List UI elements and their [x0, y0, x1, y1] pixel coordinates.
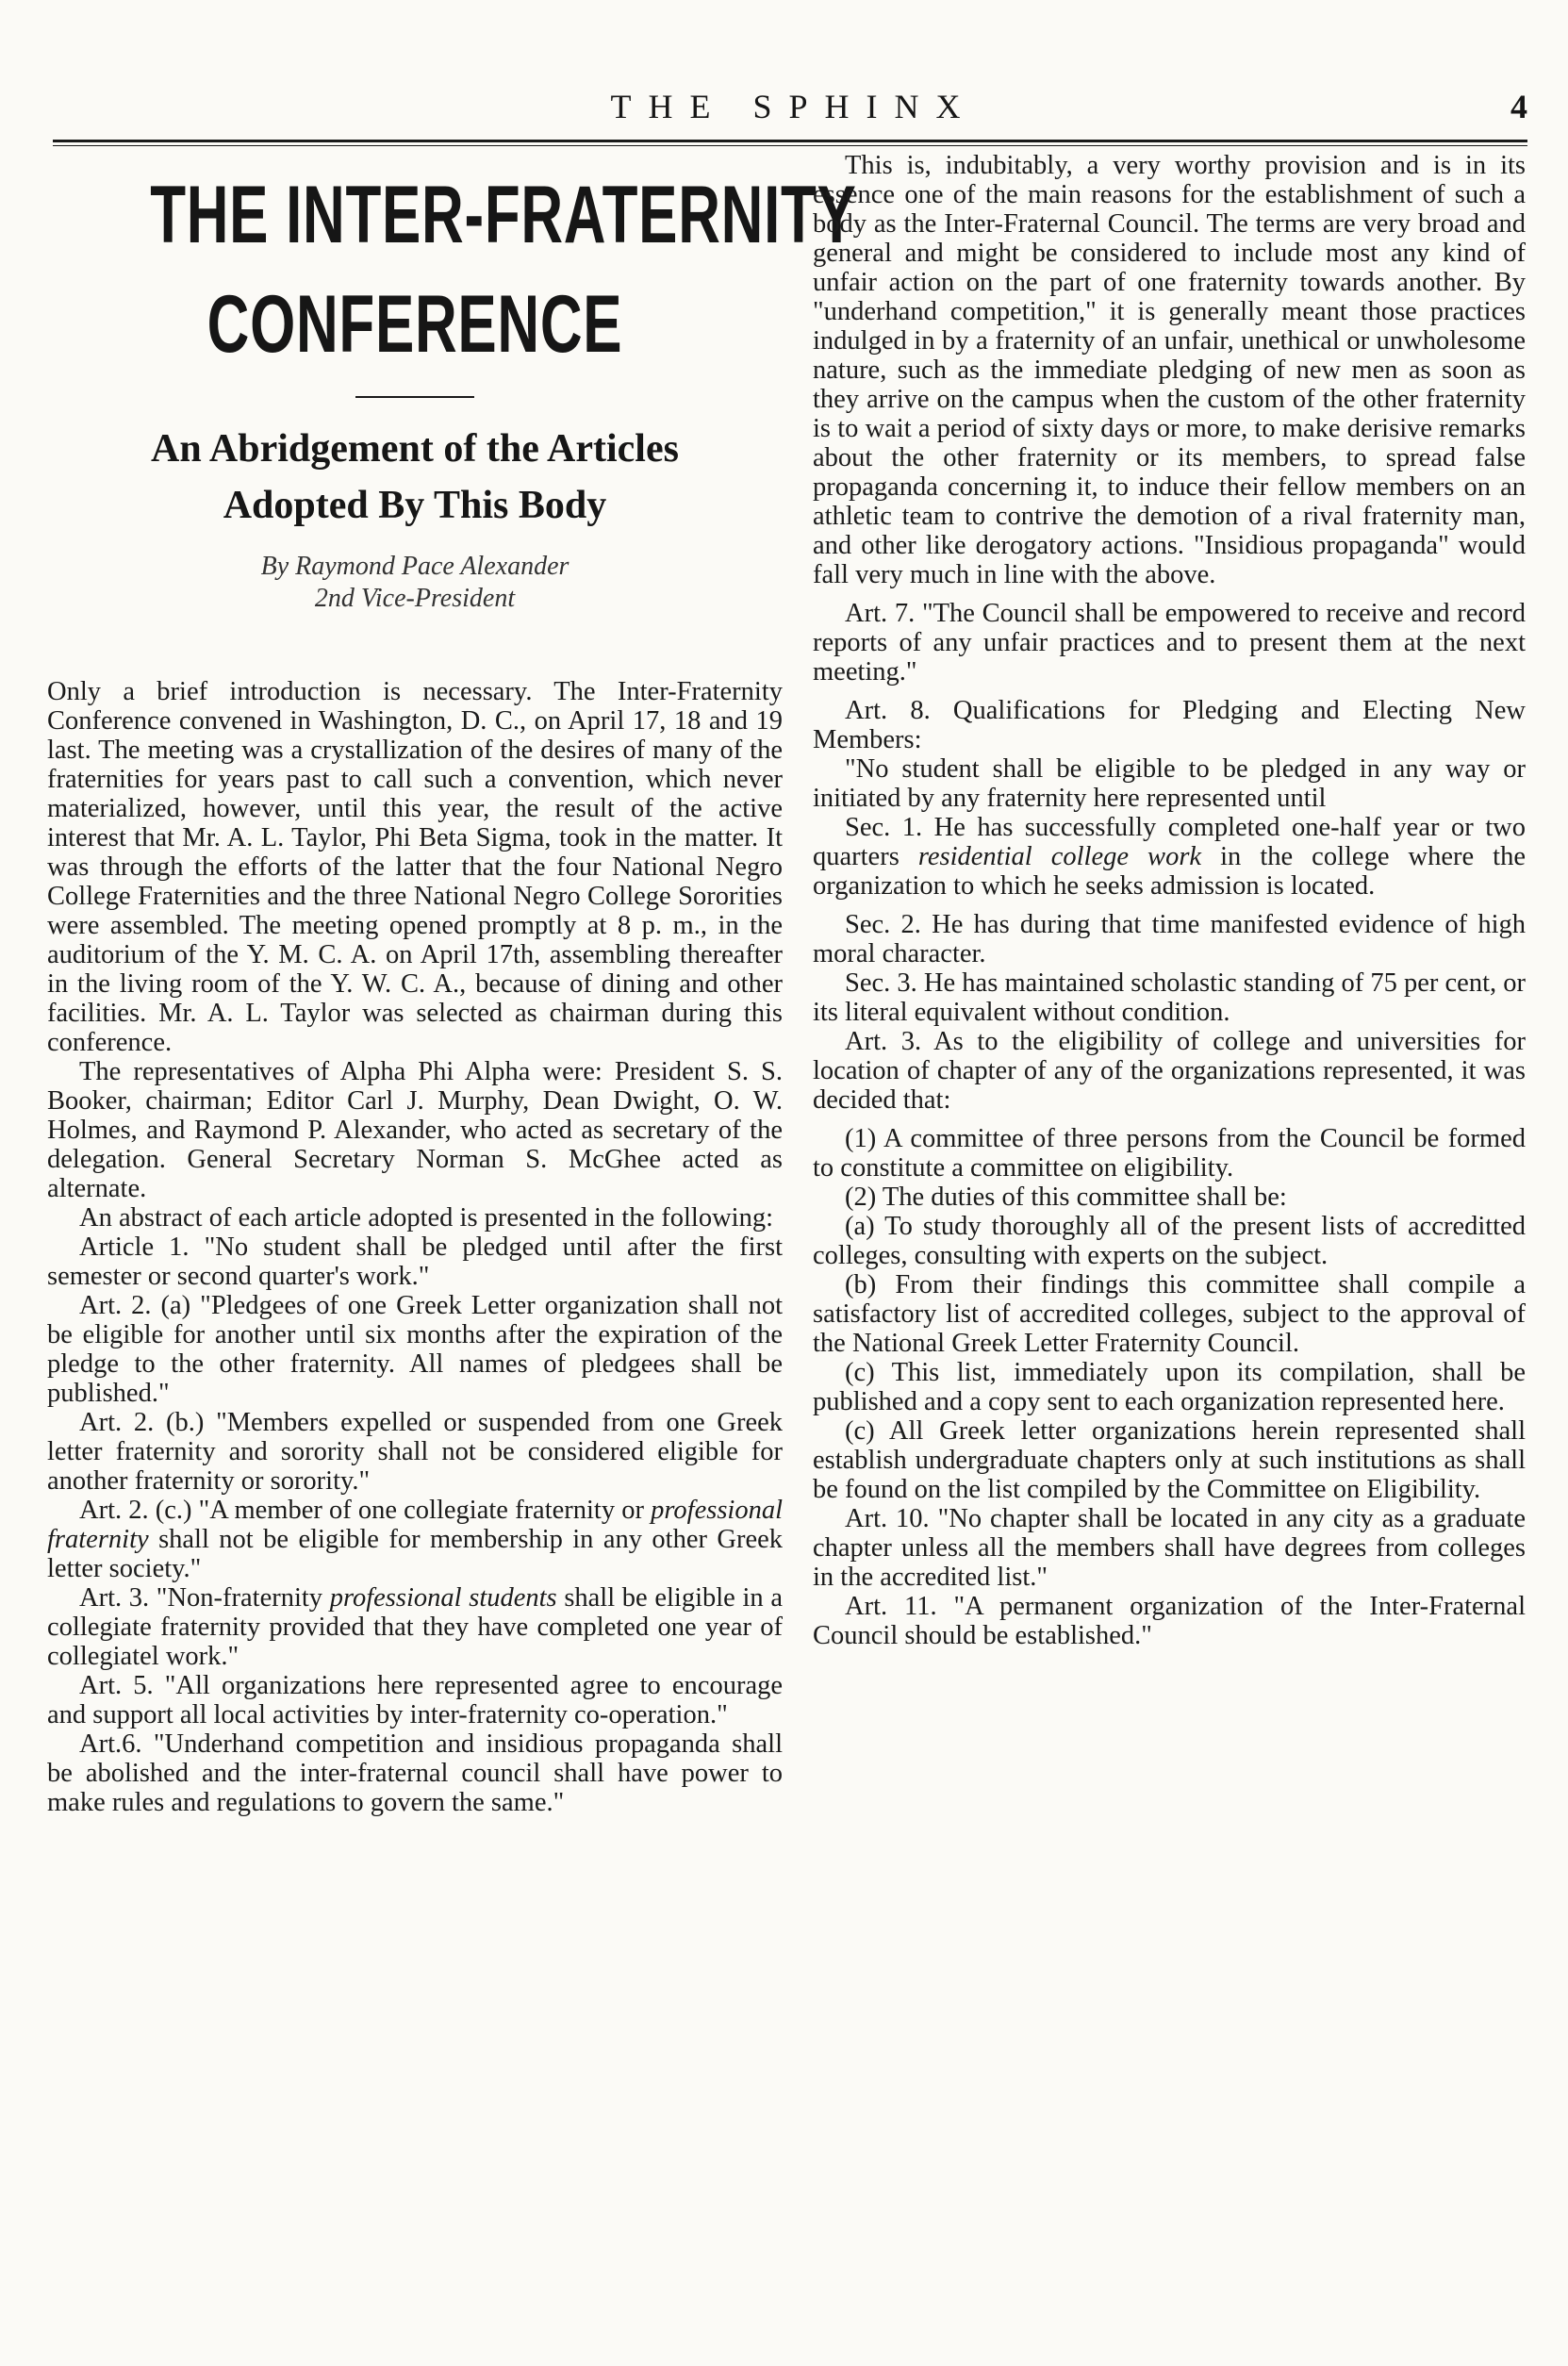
paragraph: Sec. 3. He has maintained scholastic standing of 75 per cent, or its literal equivalent without condition.	[813, 968, 1526, 1027]
headline-line-2: CONFERENCE	[206, 279, 623, 370]
paragraph: (1) A committee of three persons from the Council be formed to constitute a committee on eligibility.	[813, 1124, 1526, 1183]
paragraph: This is, indubitably, a very worthy provision and is in its essence one of the main reasons for the establishment of such a body as the Inter-Fraternal Council. The terms are very broad and general and might be considered to include most any kind of unfair action on the part of one fraternity towards another. By "underhand competition," it is generally meant those practices indulged in by a fraternity of an unfair, unethical or unwholesome nature, such as the immediate pledging of new men as soon as they arrive on the campus when the custom of the other fraternity is to wait a period of sixty days or more, to make derisive remarks about the other fraternity or its members, to spread false propaganda concerning it, to induce their fellow members on an athletic team to contrive the demotion of a rival fraternity man, and other like derogatory actions. "Insidious propaganda" would fall very much in line with the above.	[813, 151, 1526, 589]
right-column	[813, 151, 1526, 1650]
paragraph: Art.6. "Underhand competition and insidious propaganda shall be abolished and the inter-fraternal council shall have power to make rules and regulations to govern the same."	[47, 1729, 783, 1817]
paragraph: "No student shall be eligible to be pledged in any way or initiated by any fraternity here represented until	[813, 754, 1526, 813]
left-body	[47, 677, 783, 1817]
paragraph: (c) All Greek letter organizations herein represented shall establish undergraduate chapters only at such institutions as shall be found on the list compiled by the Committee on Eligibility.	[813, 1416, 1526, 1504]
paragraph: Art. 3. As to the eligibility of college and universities for location of chapter of any of the organizations represented, it was decided that:	[813, 1027, 1526, 1115]
masthead	[60, 87, 1527, 140]
paragraph: Art. 10. "No chapter shall be located in any city as a graduate chapter unless all the members shall have degrees from colleges in the accredited list."	[813, 1504, 1526, 1592]
byline: By Raymond Pace Alexander	[260, 552, 569, 581]
headline-line-1: THE INTER-FRATERNITY	[150, 170, 857, 260]
paragraph: Art. 8. Qualifications for Pledging and Electing New Members:	[813, 696, 1526, 754]
paragraph: Art. 2. (a) "Pledgees of one Greek Letter organization shall not be eligible for another until six months after the expiration of the pledge to the other fraternity. All names of pledgees shall be published."	[47, 1291, 783, 1408]
byline-title: 2nd Vice-President	[314, 584, 516, 613]
paragraph: Art. 11. "A permanent organization of the Inter-Fraternal Council should be established."	[813, 1592, 1526, 1650]
page-number: 4	[1510, 88, 1527, 125]
paragraph: Sec. 2. He has during that time manifested evidence of high moral character.	[813, 910, 1526, 968]
paragraph: Art. 2. (c.) "A member of one collegiate fraternity or professional fraternity shall not be eligible for membership in any other Greek letter society."	[47, 1496, 783, 1583]
left-column	[47, 151, 857, 1817]
paragraph: (c) This list, immediately upon its compilation, shall be published and a copy sent to each organization represented here.	[813, 1358, 1526, 1416]
paragraph: An abstract of each article adopted is presented in the following:	[79, 1203, 773, 1233]
paragraph: Sec. 1. He has successfully completed one-half year or two quarters residential college work in the college where the organization to which he seeks admission is located.	[813, 813, 1526, 901]
deck-line-2: Adopted By This Body	[223, 484, 607, 527]
paragraph: Art. 5. "All organizations here represented agree to encourage and support all local activities by inter-fraternity co-operation."	[47, 1671, 783, 1729]
deck-line-1: An Abridgement of the Articles	[151, 427, 679, 471]
paragraph: Art. 2. (b.) "Members expelled or suspended from one Greek letter fraternity and sorority shall not be considered eligible for another fraternity or sorority."	[47, 1408, 783, 1496]
masthead-rule	[53, 140, 1527, 142]
paragraph: The representatives of Alpha Phi Alpha were: President S. S. Booker, chairman; Editor Carl J. Murphy, Dean Dwight, O. W. Holmes, and Raymond P. Alexander, who acted as secretary of the delegation. General Secretary Norman S. McGhee acted as alternate.	[47, 1057, 783, 1203]
paragraph: Only a brief introduction is necessary. The Inter-Fraternity Conference convened in Washington, D. C., on April 17, 18 and 19 last. The meeting was a crystallization of the desires of many of the fraternities for years past to call such a convention, which never materialized, however, until this year, the result of the active interest that Mr. A. L. Taylor, Phi Beta Sigma, took in the matter. It was through the efforts of the latter that the four National Negro College Fraternities and the three National Negro College Sororities were assembled. The meeting opened promptly at 8 p. m., in the auditorium of the Y. M. C. A. on April 17th, assembling thereafter in the living room of the Y. W. C. A., because of dining and other facilities. Mr. A. L. Taylor was selected as chairman during this conference.	[47, 677, 783, 1057]
paragraph: (2) The duties of this committee shall be:	[845, 1183, 1287, 1212]
paragraph: Art. 3. "Non-fraternity professional students shall be eligible in a collegiate fraternity provided that they have completed one year of collegiatel work."	[47, 1583, 783, 1671]
paragraph: (b) From their findings this committee shall compile a satisfactory list of accredited colleges, subject to the approval of the National Greek Letter Fraternity Council.	[813, 1270, 1526, 1358]
headline-divider	[355, 396, 474, 398]
paragraph: (a) To study thoroughly all of the present lists of accreditted colleges, consulting with experts on the subject.	[813, 1212, 1526, 1270]
masthead-rule-thin	[53, 145, 1527, 146]
paragraph: Art. 7. "The Council shall be empowered to receive and record reports of any unfair practices and to present them at the next meeting."	[813, 599, 1526, 687]
right-body	[813, 151, 1526, 1650]
publication-title: THE SPHINX	[610, 88, 978, 125]
paragraph: Article 1. "No student shall be pledged until after the first semester or second quarter's work."	[47, 1233, 783, 1291]
